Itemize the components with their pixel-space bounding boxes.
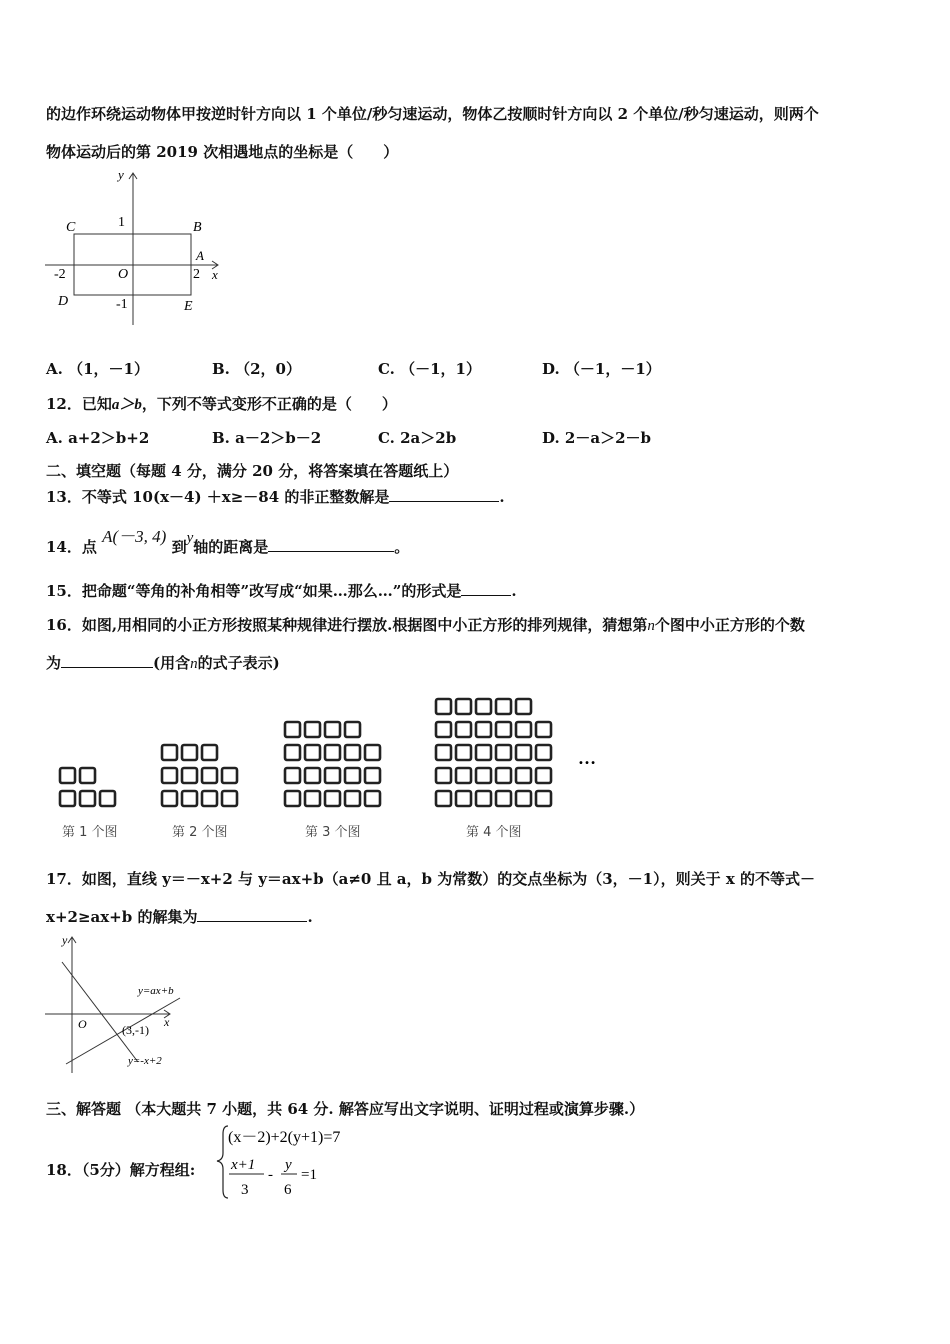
q12-choice-c[interactable]: C. 2a＞2b (378, 429, 457, 447)
q12-stem: 12．已知a＞b，下列不等式变形不正确的是（ ） (46, 395, 397, 413)
q14-answer-blank[interactable] (268, 537, 394, 552)
q15-line: 15．把命题“等角的补角相等”改写成“如果…那么…”的形式是 . (46, 582, 517, 600)
q11-choice-d[interactable]: D. （－1，－1） (542, 360, 661, 378)
q18-fraction-2-numerator: y (285, 1157, 292, 1173)
figure-2-squares (162, 745, 237, 806)
q16-answer-blank[interactable] (61, 653, 153, 668)
graph-c-label: C (66, 220, 76, 235)
figure-1-squares (60, 768, 115, 806)
q13-line: 13．不等式 10(x－4) ＋x≥－84 的非正整数解是 . (46, 488, 505, 506)
q11-choice-a[interactable]: A. （1，－1） (46, 360, 149, 378)
q14-line: 14．点 A(－3, 4) 到y轴的距离是 。 (46, 527, 410, 556)
graph-one-label: 1 (118, 215, 125, 230)
q16-continuation-dots: … (578, 748, 596, 768)
q18-equation-1: (x－2)+2(y+1)=7 (228, 1129, 341, 1146)
q11-choice-c[interactable]: C. （－1，1） (378, 360, 481, 378)
q17-line-graph (40, 930, 200, 1075)
q17-line1: 17．如图，直线 y＝－x+2 与 y＝ax+b（a≠0 且 a，b 为常数）的交点坐标为（3，－1），则关于 x 的不等式－ (46, 870, 816, 888)
q17-graph-point-label: (3,-1) (122, 1023, 149, 1037)
q12-condition: a＞b (111, 397, 142, 413)
q17-graph-x-label: x (164, 1015, 170, 1029)
q18-fraction-1-denominator: 3 (241, 1182, 249, 1198)
q16-line2: 为 (用含n的式子表示) (46, 654, 280, 672)
q11-choice-b[interactable]: B. （2，0） (212, 360, 301, 378)
section-3-heading: 三、解答题 （本大题共 7 小题，共 64 分. 解答应写出文字说明、证明过程或演算步骤.） (46, 1100, 645, 1118)
graph-two-label: 2 (193, 267, 200, 282)
graph-y-label: y (118, 167, 124, 182)
graph-neg-two-label: -2 (54, 267, 66, 282)
q16-caption-4: 第 4 个图 (466, 825, 522, 840)
graph-o-label: O (118, 267, 129, 282)
graph-a-label: A (196, 248, 204, 263)
q18-label: 18．（5分）解方程组: (46, 1161, 196, 1179)
q12-choice-a[interactable]: A. a+2＞b+2 (46, 429, 150, 447)
q17-answer-blank[interactable] (197, 907, 307, 922)
q11-line1: 的边作环绕运动物体甲按逆时针方向以 1 个单位/秒匀速运动，物体乙按顺时针方向以 2 个单位/秒匀速运动，则两个 (46, 105, 819, 123)
q15-answer-blank[interactable] (461, 581, 511, 596)
graph-b-label: B (193, 220, 202, 235)
graph-x-label: x (212, 267, 218, 282)
graph-e-label: E (184, 299, 193, 314)
figure-3-squares (285, 722, 380, 806)
section-2-heading: 二、填空题（每题 4 分，满分 20 分，将答案填在答题纸上） (46, 462, 459, 480)
q11-coordinate-graph (40, 165, 240, 330)
q17-line2: x+2≥ax+b 的解集为 . (46, 908, 313, 926)
q18-minus-sign: - (268, 1167, 273, 1183)
q17-graph-line1-label: y=ax+b (138, 985, 174, 997)
q18-fraction-1-numerator: x+1 (231, 1157, 256, 1173)
q17-graph-line2-label: y=-x+2 (128, 1055, 162, 1067)
q12-choice-b[interactable]: B. a－2＞b－2 (212, 429, 322, 447)
q18-rhs: =1 (301, 1167, 317, 1183)
q16-n-variable: n (647, 618, 655, 634)
q17-graph-y-label: y (62, 933, 68, 947)
q12-choice-d[interactable]: D. 2－a＞2－b (542, 429, 651, 447)
q16-line1: 16．如图,用相同的小正方形按照某种规律进行摆放.根据图中小正方形的排列规律，猜想第n个图中小正方形的个数 (46, 616, 805, 634)
q14-point: A(－3, 4) (102, 527, 167, 546)
q16-caption-1: 第 1 个图 (62, 825, 118, 840)
graph-neg-one-label: -1 (116, 297, 128, 312)
q16-caption-3: 第 3 个图 (305, 825, 361, 840)
q16-caption-2: 第 2 个图 (172, 825, 228, 840)
graph-d-label: D (58, 294, 69, 309)
q17-graph-o-label: O (78, 1017, 87, 1031)
q18-fraction-2-denominator: 6 (284, 1182, 292, 1198)
q18-equation-system (212, 1120, 412, 1205)
q11-line2: 物体运动后的第 2019 次相遇地点的坐标是（ ） (46, 143, 399, 161)
figure-4-squares (436, 699, 551, 806)
q16-square-patterns (40, 688, 610, 818)
q13-answer-blank[interactable] (389, 487, 499, 502)
q14-y-variable: y (186, 530, 194, 546)
